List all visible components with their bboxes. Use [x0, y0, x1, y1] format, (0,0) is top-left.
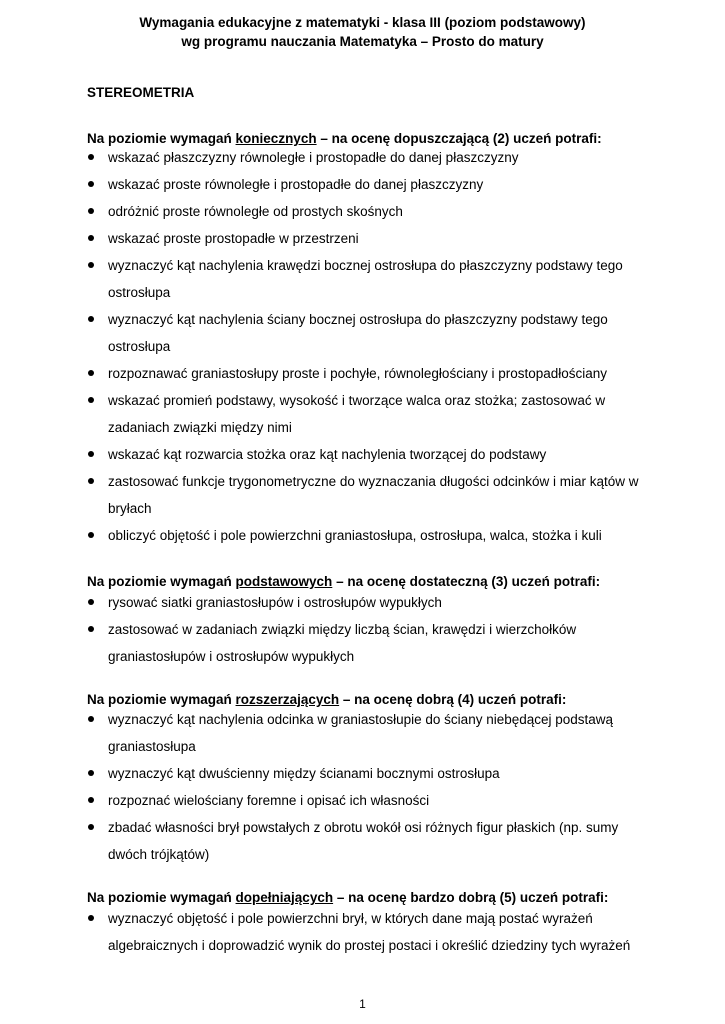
bullet-icon	[88, 451, 94, 457]
list-item-text: zastosować w zadaniach związki między liczbą ścian, krawędzi i wierzchołków graniastosłupów i ostrosłupów wypukłych	[108, 622, 577, 664]
list-item-text: wskazać proste równoległe i prostopadłe do danej płaszczyzny	[108, 177, 484, 192]
bullet-icon	[88, 770, 94, 776]
requirements-list-podstawowe	[87, 589, 647, 670]
list-item-text: wyznaczyć kąt nachylenia odcinka w graniastosłupie do ściany niebędącej podstawą graniastosłupa	[108, 712, 614, 754]
list-item	[87, 814, 647, 868]
level-name: dopełniających	[235, 890, 334, 905]
list-item	[87, 171, 647, 198]
list-item-text: wskazać proste prostopadłe w przestrzeni	[108, 231, 359, 246]
list-item-text: odróżnić proste równoległe od prostych skośnych	[108, 204, 403, 219]
level-heading-dopelniajace	[87, 890, 608, 905]
list-item	[87, 198, 647, 225]
requirements-list-dopelniajace	[87, 905, 647, 959]
bullet-icon	[88, 626, 94, 632]
document-header	[0, 13, 725, 51]
page-number: 1	[359, 997, 366, 1011]
list-item	[87, 144, 647, 171]
list-item	[87, 387, 647, 441]
list-item-text: wskazać kąt rozwarcia stożka oraz kąt nachylenia tworzącej do podstawy	[108, 447, 547, 462]
bullet-icon	[88, 262, 94, 268]
bullet-icon	[88, 397, 94, 403]
list-item-text: wskazać promień podstawy, wysokość i tworzące walca oraz stożka; zastosować w zadaniach związki między nimi	[108, 393, 606, 435]
list-item-text: wyznaczyć kąt dwuścienny między ścianami bocznymi ostrosłupa	[108, 766, 500, 781]
bullet-icon	[88, 316, 94, 322]
bullet-icon	[88, 599, 94, 605]
list-item	[87, 905, 647, 959]
level-heading-prefix: Na poziomie wymagań	[87, 692, 236, 707]
bullet-icon	[88, 154, 94, 160]
list-item-text: obliczyć objętość i pole powierzchni graniastosłupa, ostrosłupa, walca, stożka i kuli	[108, 528, 602, 543]
level-heading-suffix: – na ocenę dopuszczającą (2) uczeń potrafi:	[316, 131, 602, 146]
list-item-text: zbadać własności brył powstałych z obrotu wokół osi różnych figur płaskich (np. sumy dwóch trójkątów)	[108, 820, 619, 862]
list-item-text: rozpoznać wielościany foremne i opisać ich własności	[108, 793, 430, 808]
bullet-icon	[88, 716, 94, 722]
level-heading-prefix: Na poziomie wymagań	[87, 131, 236, 146]
list-item	[87, 616, 647, 670]
list-item-text: zastosować funkcje trygonometryczne do wyznaczania długości odcinków i miar kątów w bryłach	[108, 474, 639, 516]
level-heading-suffix: – na ocenę dostateczną (3) uczeń potrafi:	[332, 574, 601, 589]
requirements-list-konieczne	[87, 144, 647, 549]
list-item	[87, 522, 647, 549]
list-item	[87, 589, 647, 616]
list-item	[87, 225, 647, 252]
list-item-text: wskazać płaszczyzny równoległe i prostopadłe do danej płaszczyzny	[108, 150, 519, 165]
level-heading-suffix: – na ocenę bardzo dobrą (5) uczeń potrafi:	[333, 890, 609, 905]
level-heading-prefix: Na poziomie wymagań	[87, 890, 236, 905]
bullet-icon	[88, 181, 94, 187]
level-name: rozszerzających	[235, 692, 340, 707]
list-item-text: rozpoznawać graniastosłupy proste i pochyłe, równoległościany i prostopadłościany	[108, 366, 608, 381]
list-item	[87, 760, 647, 787]
list-item	[87, 306, 647, 360]
list-item	[87, 706, 647, 760]
list-item-text: wyznaczyć kąt nachylenia ściany bocznej ostrosłupa do płaszczyzny podstawy tego ostrosłupa	[108, 312, 608, 354]
bullet-icon	[88, 797, 94, 803]
bullet-icon	[88, 208, 94, 214]
list-item	[87, 252, 647, 306]
level-heading-suffix: – na ocenę dobrą (4) uczeń potrafi:	[339, 692, 567, 707]
bullet-icon	[88, 915, 94, 921]
list-item	[87, 787, 647, 814]
level-heading-rozszerzajace	[87, 692, 566, 707]
bullet-icon	[88, 370, 94, 376]
list-item-text: rysować siatki graniastosłupów i ostrosłupów wypukłych	[108, 595, 442, 610]
list-item	[87, 360, 647, 387]
level-heading-podstawowe	[87, 574, 600, 589]
list-item-text: wyznaczyć objętość i pole powierzchni brył, w których dane mają postać wyrażeń algebraicznych i doprowadzić wynik do prostej postaci i określić dziedziny tych wyrażeń	[108, 911, 631, 953]
requirements-list-rozszerzajace	[87, 706, 647, 868]
level-name: koniecznych	[235, 131, 317, 146]
bullet-icon	[88, 824, 94, 830]
header-line-2: wg programu nauczania Matematyka – Prosto do matury	[181, 34, 544, 49]
bullet-icon	[88, 235, 94, 241]
header-line-1: Wymagania edukacyjne z matematyki - klasa III (poziom podstawowy)	[139, 15, 586, 30]
bullet-icon	[88, 478, 94, 484]
bullet-icon	[88, 532, 94, 538]
section-title: STEREOMETRIA	[87, 85, 195, 100]
level-name: podstawowych	[235, 574, 333, 589]
list-item-text: wyznaczyć kąt nachylenia krawędzi bocznej ostrosłupa do płaszczyzny podstawy tego ostrosłupa	[108, 258, 623, 300]
level-heading-prefix: Na poziomie wymagań	[87, 574, 236, 589]
list-item	[87, 441, 647, 468]
list-item	[87, 468, 647, 522]
